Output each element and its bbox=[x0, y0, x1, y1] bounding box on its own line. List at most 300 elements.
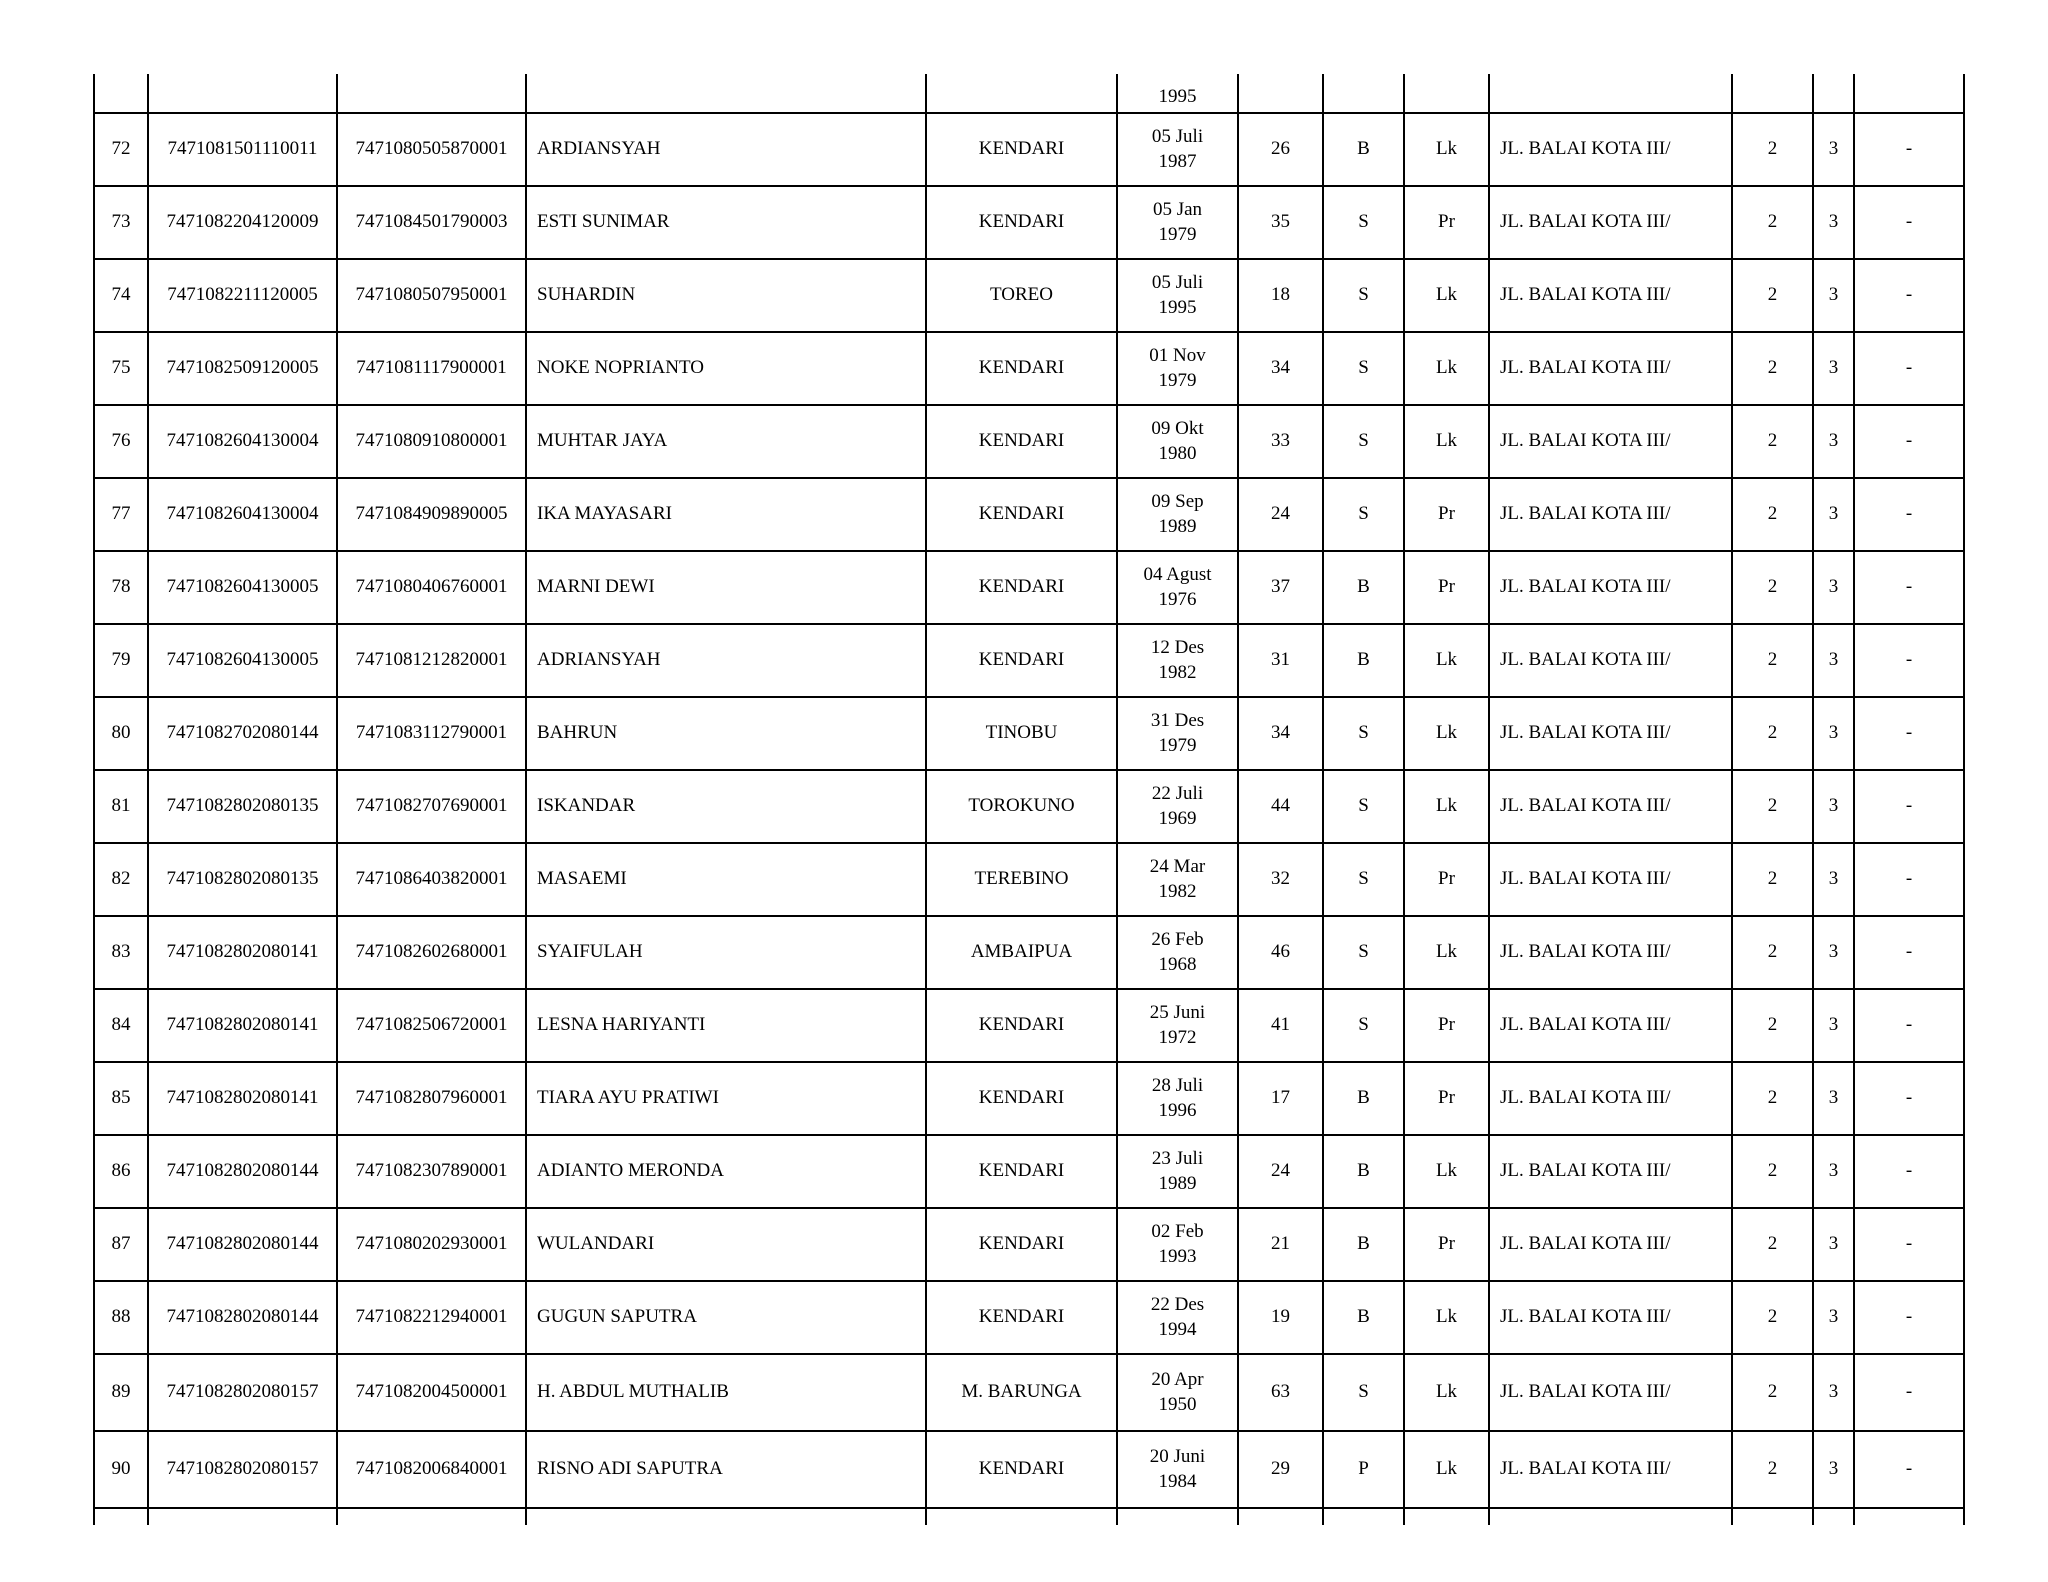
birthplace-cell: TOREO bbox=[926, 259, 1117, 332]
birth-date-cell bbox=[1117, 989, 1238, 1062]
birth-year: 1980 bbox=[1158, 442, 1197, 464]
row-number-cell: 82 bbox=[94, 843, 148, 916]
birth-date-cell bbox=[1117, 697, 1238, 770]
birth-year: 1994 bbox=[1158, 1318, 1197, 1340]
marital-status-cell: S bbox=[1323, 186, 1404, 259]
name-cell: H. ABDUL MUTHALIB bbox=[526, 1354, 926, 1431]
sex-cell: Lk bbox=[1404, 113, 1489, 186]
address-cell: JL. BALAI KOTA III/ bbox=[1489, 1135, 1732, 1208]
sex-cell: Lk bbox=[1404, 405, 1489, 478]
marital-status-cell: S bbox=[1323, 770, 1404, 843]
birth-year: 1969 bbox=[1158, 807, 1197, 829]
age-cell: 31 bbox=[1238, 624, 1323, 697]
table-row bbox=[94, 551, 1964, 624]
birth-year: 1979 bbox=[1158, 734, 1197, 756]
name-cell: GUGUN SAPUTRA bbox=[526, 1281, 926, 1354]
birth-day-month: 22 Des bbox=[1150, 1293, 1205, 1315]
family-card-number-cell: 7471082802080141 bbox=[148, 989, 337, 1062]
birthplace-cell: KENDARI bbox=[926, 186, 1117, 259]
birth-date-cell bbox=[1117, 113, 1238, 186]
table-row bbox=[94, 1135, 1964, 1208]
table-row bbox=[94, 1062, 1964, 1135]
birth-day-month: 20 Juni bbox=[1149, 1445, 1206, 1467]
birthplace-cell: KENDARI bbox=[926, 989, 1117, 1062]
rw-cell: 3 bbox=[1813, 1135, 1854, 1208]
family-card-number-cell: 7471082802080141 bbox=[148, 916, 337, 989]
rw-cell: 3 bbox=[1813, 332, 1854, 405]
nik-cell: 7471082006840001 bbox=[337, 1431, 526, 1508]
table-row bbox=[94, 989, 1964, 1062]
table-row bbox=[94, 113, 1964, 186]
note-cell: - bbox=[1854, 186, 1964, 259]
birthplace-cell: TOROKUNO bbox=[926, 770, 1117, 843]
birth-day-month: 01 Nov bbox=[1149, 344, 1206, 366]
address-cell: JL. BALAI KOTA III/ bbox=[1489, 1354, 1732, 1431]
address-cell: JL. BALAI KOTA III/ bbox=[1489, 405, 1732, 478]
birthplace-cell: KENDARI bbox=[926, 405, 1117, 478]
age-cell: 18 bbox=[1238, 259, 1323, 332]
birthplace-cell: KENDARI bbox=[926, 1135, 1117, 1208]
note-cell: - bbox=[1854, 1062, 1964, 1135]
rt-cell: 2 bbox=[1732, 1062, 1813, 1135]
birthplace-cell: KENDARI bbox=[926, 1281, 1117, 1354]
birth-day-month: 26 Feb bbox=[1151, 928, 1204, 950]
name-cell: ADIANTO MERONDA bbox=[526, 1135, 926, 1208]
birth-day-month: 09 Okt bbox=[1151, 417, 1204, 439]
birthplace-cell: KENDARI bbox=[926, 551, 1117, 624]
row-number-cell: 72 bbox=[94, 113, 148, 186]
age-cell: 46 bbox=[1238, 916, 1323, 989]
note-cell: - bbox=[1854, 1208, 1964, 1281]
birth-date-cell bbox=[1117, 478, 1238, 551]
row-number-cell: 86 bbox=[94, 1135, 148, 1208]
birthplace-cell: KENDARI bbox=[926, 332, 1117, 405]
sex-cell: Pr bbox=[1404, 1208, 1489, 1281]
rt-cell: 2 bbox=[1732, 1281, 1813, 1354]
nik-cell: 7471081117900001 bbox=[337, 332, 526, 405]
birth-day-month: 24 Mar bbox=[1149, 855, 1206, 877]
rt-cell: 2 bbox=[1732, 989, 1813, 1062]
nik-cell: 7471080406760001 bbox=[337, 551, 526, 624]
birthplace-cell: KENDARI bbox=[926, 1208, 1117, 1281]
row-number-cell: 89 bbox=[94, 1354, 148, 1431]
age-cell: 34 bbox=[1238, 697, 1323, 770]
birth-date-cell bbox=[1117, 1135, 1238, 1208]
table-row bbox=[94, 624, 1964, 697]
continuation-tail-row bbox=[94, 1508, 1964, 1525]
birth-date-cell bbox=[1117, 1208, 1238, 1281]
birth-date-cell bbox=[1117, 1281, 1238, 1354]
age-cell: 26 bbox=[1238, 113, 1323, 186]
marital-status-cell: B bbox=[1323, 624, 1404, 697]
sex-cell: Pr bbox=[1404, 478, 1489, 551]
birth-day-month: 05 Jan bbox=[1152, 198, 1203, 220]
sex-cell: Pr bbox=[1404, 186, 1489, 259]
marital-status-cell: S bbox=[1323, 259, 1404, 332]
family-card-number-cell: 7471082802080141 bbox=[148, 1062, 337, 1135]
table-row bbox=[94, 478, 1964, 551]
age-cell: 32 bbox=[1238, 843, 1323, 916]
rt-cell: 2 bbox=[1732, 697, 1813, 770]
rw-cell: 3 bbox=[1813, 770, 1854, 843]
marital-status-cell: S bbox=[1323, 697, 1404, 770]
table-row bbox=[94, 1281, 1964, 1354]
birth-date-cell bbox=[1117, 186, 1238, 259]
rw-cell: 3 bbox=[1813, 697, 1854, 770]
birth-day-month: 12 Des bbox=[1150, 636, 1205, 658]
rw-cell: 3 bbox=[1813, 1281, 1854, 1354]
birth-year: 1979 bbox=[1158, 223, 1197, 245]
name-cell: BAHRUN bbox=[526, 697, 926, 770]
family-card-number-cell: 7471082604130005 bbox=[148, 551, 337, 624]
age-cell: 33 bbox=[1238, 405, 1323, 478]
rt-cell: 2 bbox=[1732, 843, 1813, 916]
age-cell: 41 bbox=[1238, 989, 1323, 1062]
row-number-cell: 77 bbox=[94, 478, 148, 551]
birth-day-month: 28 Juli bbox=[1151, 1074, 1204, 1096]
rt-cell: 2 bbox=[1732, 186, 1813, 259]
nik-cell: 7471084909890005 bbox=[337, 478, 526, 551]
rt-cell: 2 bbox=[1732, 113, 1813, 186]
birth-year: 1995 bbox=[1158, 296, 1197, 318]
birth-date-cell bbox=[1117, 332, 1238, 405]
rw-cell: 3 bbox=[1813, 1062, 1854, 1135]
note-cell: - bbox=[1854, 1431, 1964, 1508]
birth-day-month: 23 Juli bbox=[1151, 1147, 1204, 1169]
note-cell: - bbox=[1854, 551, 1964, 624]
address-cell: JL. BALAI KOTA III/ bbox=[1489, 478, 1732, 551]
family-card-number-cell: 7471082802080144 bbox=[148, 1135, 337, 1208]
name-cell: RISNO ADI SAPUTRA bbox=[526, 1431, 926, 1508]
birthplace-cell: TINOBU bbox=[926, 697, 1117, 770]
row-number-cell: 75 bbox=[94, 332, 148, 405]
nik-cell: 7471083112790001 bbox=[337, 697, 526, 770]
family-card-number-cell: 7471082802080144 bbox=[148, 1281, 337, 1354]
population-register-table bbox=[93, 74, 1965, 1525]
family-card-number-cell: 7471082204120009 bbox=[148, 186, 337, 259]
row-number-cell: 80 bbox=[94, 697, 148, 770]
birth-day-month: 22 Juli bbox=[1151, 782, 1204, 804]
name-cell: NOKE NOPRIANTO bbox=[526, 332, 926, 405]
sex-cell: Pr bbox=[1404, 989, 1489, 1062]
rt-cell: 2 bbox=[1732, 916, 1813, 989]
name-cell: ESTI SUNIMAR bbox=[526, 186, 926, 259]
birth-year: 1989 bbox=[1158, 515, 1197, 537]
name-cell: MASAEMI bbox=[526, 843, 926, 916]
sex-cell: Lk bbox=[1404, 259, 1489, 332]
birthplace-cell: KENDARI bbox=[926, 1431, 1117, 1508]
table-row bbox=[94, 332, 1964, 405]
continuation-birth-year: 1995 bbox=[1117, 74, 1238, 113]
age-cell: 63 bbox=[1238, 1354, 1323, 1431]
address-cell: JL. BALAI KOTA III/ bbox=[1489, 551, 1732, 624]
nik-cell: 7471082307890001 bbox=[337, 1135, 526, 1208]
name-cell: TIARA AYU PRATIWI bbox=[526, 1062, 926, 1135]
note-cell: - bbox=[1854, 1281, 1964, 1354]
rw-cell: 3 bbox=[1813, 405, 1854, 478]
note-cell: - bbox=[1854, 916, 1964, 989]
row-number-cell: 78 bbox=[94, 551, 148, 624]
family-card-number-cell: 7471082802080157 bbox=[148, 1354, 337, 1431]
address-cell: JL. BALAI KOTA III/ bbox=[1489, 1208, 1732, 1281]
birth-day-month: 05 Juli bbox=[1151, 271, 1204, 293]
table-row bbox=[94, 916, 1964, 989]
birth-date-cell bbox=[1117, 624, 1238, 697]
table-row bbox=[94, 259, 1964, 332]
sex-cell: Lk bbox=[1404, 1135, 1489, 1208]
birth-date-cell bbox=[1117, 916, 1238, 989]
note-cell: - bbox=[1854, 1135, 1964, 1208]
nik-cell: 7471081212820001 bbox=[337, 624, 526, 697]
name-cell: IKA MAYASARI bbox=[526, 478, 926, 551]
name-cell: ARDIANSYAH bbox=[526, 113, 926, 186]
table-row bbox=[94, 1354, 1964, 1431]
birthplace-cell: TEREBINO bbox=[926, 843, 1117, 916]
birth-date-cell bbox=[1117, 1062, 1238, 1135]
family-card-number-cell: 7471082604130004 bbox=[148, 478, 337, 551]
birth-date-cell bbox=[1117, 1354, 1238, 1431]
age-cell: 24 bbox=[1238, 478, 1323, 551]
family-card-number-cell: 7471082802080135 bbox=[148, 770, 337, 843]
rw-cell: 3 bbox=[1813, 624, 1854, 697]
birthplace-cell: KENDARI bbox=[926, 1062, 1117, 1135]
rw-cell: 3 bbox=[1813, 1208, 1854, 1281]
address-cell: JL. BALAI KOTA III/ bbox=[1489, 770, 1732, 843]
name-cell: SUHARDIN bbox=[526, 259, 926, 332]
name-cell: LESNA HARIYANTI bbox=[526, 989, 926, 1062]
address-cell: JL. BALAI KOTA III/ bbox=[1489, 1281, 1732, 1354]
sex-cell: Lk bbox=[1404, 1354, 1489, 1431]
marital-status-cell: B bbox=[1323, 1062, 1404, 1135]
address-cell: JL. BALAI KOTA III/ bbox=[1489, 843, 1732, 916]
rt-cell: 2 bbox=[1732, 1208, 1813, 1281]
birth-year: 1993 bbox=[1158, 1245, 1197, 1267]
sex-cell: Lk bbox=[1404, 697, 1489, 770]
note-cell: - bbox=[1854, 697, 1964, 770]
rw-cell: 3 bbox=[1813, 1354, 1854, 1431]
marital-status-cell: S bbox=[1323, 843, 1404, 916]
nik-cell: 7471082506720001 bbox=[337, 989, 526, 1062]
rw-cell: 3 bbox=[1813, 1431, 1854, 1508]
birthplace-cell: KENDARI bbox=[926, 113, 1117, 186]
nik-cell: 7471082807960001 bbox=[337, 1062, 526, 1135]
family-card-number-cell: 7471082702080144 bbox=[148, 697, 337, 770]
rt-cell: 2 bbox=[1732, 405, 1813, 478]
rw-cell: 3 bbox=[1813, 916, 1854, 989]
nik-cell: 7471080507950001 bbox=[337, 259, 526, 332]
address-cell: JL. BALAI KOTA III/ bbox=[1489, 332, 1732, 405]
age-cell: 37 bbox=[1238, 551, 1323, 624]
row-number-cell: 76 bbox=[94, 405, 148, 478]
birth-year: 1984 bbox=[1158, 1470, 1197, 1492]
marital-status-cell: S bbox=[1323, 478, 1404, 551]
birth-day-month: 05 Juli bbox=[1151, 125, 1204, 147]
birth-day-month: 25 Juni bbox=[1149, 1001, 1206, 1023]
sex-cell: Lk bbox=[1404, 916, 1489, 989]
table-row bbox=[94, 697, 1964, 770]
birthplace-cell: KENDARI bbox=[926, 624, 1117, 697]
sex-cell: Lk bbox=[1404, 770, 1489, 843]
birth-date-cell bbox=[1117, 843, 1238, 916]
table-row bbox=[94, 843, 1964, 916]
age-cell: 29 bbox=[1238, 1431, 1323, 1508]
rt-cell: 2 bbox=[1732, 770, 1813, 843]
family-card-number-cell: 7471082509120005 bbox=[148, 332, 337, 405]
age-cell: 21 bbox=[1238, 1208, 1323, 1281]
rw-cell: 3 bbox=[1813, 551, 1854, 624]
rw-cell: 3 bbox=[1813, 843, 1854, 916]
family-card-number-cell: 7471082802080157 bbox=[148, 1431, 337, 1508]
note-cell: - bbox=[1854, 113, 1964, 186]
birth-year: 1979 bbox=[1158, 369, 1197, 391]
sex-cell: Lk bbox=[1404, 624, 1489, 697]
rt-cell: 2 bbox=[1732, 478, 1813, 551]
sex-cell: Pr bbox=[1404, 1062, 1489, 1135]
birthplace-cell: KENDARI bbox=[926, 478, 1117, 551]
birth-day-month: 31 Des bbox=[1150, 709, 1205, 731]
rt-cell: 2 bbox=[1732, 551, 1813, 624]
marital-status-cell: B bbox=[1323, 113, 1404, 186]
rw-cell: 3 bbox=[1813, 989, 1854, 1062]
note-cell: - bbox=[1854, 989, 1964, 1062]
rt-cell: 2 bbox=[1732, 1135, 1813, 1208]
note-cell: - bbox=[1854, 405, 1964, 478]
note-cell: - bbox=[1854, 843, 1964, 916]
rt-cell: 2 bbox=[1732, 259, 1813, 332]
birth-day-month: 02 Feb bbox=[1151, 1220, 1204, 1242]
marital-status-cell: S bbox=[1323, 916, 1404, 989]
row-number-cell: 73 bbox=[94, 186, 148, 259]
address-cell: JL. BALAI KOTA III/ bbox=[1489, 186, 1732, 259]
address-cell: JL. BALAI KOTA III/ bbox=[1489, 697, 1732, 770]
name-cell: MUHTAR JAYA bbox=[526, 405, 926, 478]
family-card-number-cell: 7471082802080144 bbox=[148, 1208, 337, 1281]
address-cell: JL. BALAI KOTA III/ bbox=[1489, 624, 1732, 697]
continuation-row bbox=[94, 74, 1964, 113]
address-cell: JL. BALAI KOTA III/ bbox=[1489, 1062, 1732, 1135]
address-cell: JL. BALAI KOTA III/ bbox=[1489, 259, 1732, 332]
row-number-cell: 90 bbox=[94, 1431, 148, 1508]
family-card-number-cell: 7471081501110011 bbox=[148, 113, 337, 186]
age-cell: 44 bbox=[1238, 770, 1323, 843]
marital-status-cell: B bbox=[1323, 551, 1404, 624]
birth-year: 1968 bbox=[1158, 953, 1197, 975]
marital-status-cell: S bbox=[1323, 405, 1404, 478]
birth-year: 1972 bbox=[1158, 1026, 1197, 1048]
row-number-cell: 79 bbox=[94, 624, 148, 697]
birthplace-cell: AMBAIPUA bbox=[926, 916, 1117, 989]
nik-cell: 7471082602680001 bbox=[337, 916, 526, 989]
family-card-number-cell: 7471082604130005 bbox=[148, 624, 337, 697]
family-card-number-cell: 7471082802080135 bbox=[148, 843, 337, 916]
rt-cell: 2 bbox=[1732, 332, 1813, 405]
sex-cell: Pr bbox=[1404, 843, 1489, 916]
marital-status-cell: S bbox=[1323, 989, 1404, 1062]
row-number-cell: 81 bbox=[94, 770, 148, 843]
name-cell: WULANDARI bbox=[526, 1208, 926, 1281]
birth-day-month: 04 Agust bbox=[1143, 563, 1212, 585]
sex-cell: Lk bbox=[1404, 332, 1489, 405]
address-cell: JL. BALAI KOTA III/ bbox=[1489, 1431, 1732, 1508]
age-cell: 17 bbox=[1238, 1062, 1323, 1135]
row-number-cell: 85 bbox=[94, 1062, 148, 1135]
age-cell: 19 bbox=[1238, 1281, 1323, 1354]
name-cell: ISKANDAR bbox=[526, 770, 926, 843]
row-number-cell: 87 bbox=[94, 1208, 148, 1281]
note-cell: - bbox=[1854, 478, 1964, 551]
family-card-number-cell: 7471082211120005 bbox=[148, 259, 337, 332]
birth-date-cell bbox=[1117, 405, 1238, 478]
name-cell: MARNI DEWI bbox=[526, 551, 926, 624]
marital-status-cell: B bbox=[1323, 1135, 1404, 1208]
birth-year: 1950 bbox=[1158, 1393, 1197, 1415]
row-number-cell: 74 bbox=[94, 259, 148, 332]
row-number-cell: 84 bbox=[94, 989, 148, 1062]
row-number-cell: 88 bbox=[94, 1281, 148, 1354]
note-cell: - bbox=[1854, 770, 1964, 843]
rw-cell: 3 bbox=[1813, 186, 1854, 259]
table-row bbox=[94, 1431, 1964, 1508]
age-cell: 34 bbox=[1238, 332, 1323, 405]
table-row bbox=[94, 186, 1964, 259]
birthplace-cell: M. BARUNGA bbox=[926, 1354, 1117, 1431]
marital-status-cell: S bbox=[1323, 1354, 1404, 1431]
nik-cell: 7471086403820001 bbox=[337, 843, 526, 916]
nik-cell: 7471080505870001 bbox=[337, 113, 526, 186]
birth-year: 1996 bbox=[1158, 1099, 1197, 1121]
nik-cell: 7471080910800001 bbox=[337, 405, 526, 478]
rt-cell: 2 bbox=[1732, 624, 1813, 697]
birth-year: 1982 bbox=[1158, 661, 1197, 683]
sex-cell: Lk bbox=[1404, 1281, 1489, 1354]
birth-date-cell bbox=[1117, 551, 1238, 624]
birth-year: 1987 bbox=[1158, 150, 1197, 172]
sex-cell: Lk bbox=[1404, 1431, 1489, 1508]
rt-cell: 2 bbox=[1732, 1354, 1813, 1431]
marital-status-cell: S bbox=[1323, 332, 1404, 405]
nik-cell: 7471082212940001 bbox=[337, 1281, 526, 1354]
birth-date-cell bbox=[1117, 770, 1238, 843]
nik-cell: 7471084501790003 bbox=[337, 186, 526, 259]
note-cell: - bbox=[1854, 259, 1964, 332]
marital-status-cell: B bbox=[1323, 1281, 1404, 1354]
table-body bbox=[94, 74, 1964, 1525]
nik-cell: 7471080202930001 bbox=[337, 1208, 526, 1281]
address-cell: JL. BALAI KOTA III/ bbox=[1489, 916, 1732, 989]
rw-cell: 3 bbox=[1813, 113, 1854, 186]
age-cell: 24 bbox=[1238, 1135, 1323, 1208]
note-cell: - bbox=[1854, 1354, 1964, 1431]
rw-cell: 3 bbox=[1813, 259, 1854, 332]
sex-cell: Pr bbox=[1404, 551, 1489, 624]
note-cell: - bbox=[1854, 332, 1964, 405]
name-cell: SYAIFULAH bbox=[526, 916, 926, 989]
rw-cell: 3 bbox=[1813, 478, 1854, 551]
table-row bbox=[94, 1208, 1964, 1281]
birth-day-month: 20 Apr bbox=[1151, 1368, 1204, 1390]
address-cell: JL. BALAI KOTA III/ bbox=[1489, 989, 1732, 1062]
table-row bbox=[94, 405, 1964, 478]
nik-cell: 7471082004500001 bbox=[337, 1354, 526, 1431]
rt-cell: 2 bbox=[1732, 1431, 1813, 1508]
birth-year: 1989 bbox=[1158, 1172, 1197, 1194]
note-cell: - bbox=[1854, 624, 1964, 697]
nik-cell: 7471082707690001 bbox=[337, 770, 526, 843]
address-cell: JL. BALAI KOTA III/ bbox=[1489, 113, 1732, 186]
family-card-number-cell: 7471082604130004 bbox=[148, 405, 337, 478]
birth-date-cell bbox=[1117, 259, 1238, 332]
table-row bbox=[94, 770, 1964, 843]
